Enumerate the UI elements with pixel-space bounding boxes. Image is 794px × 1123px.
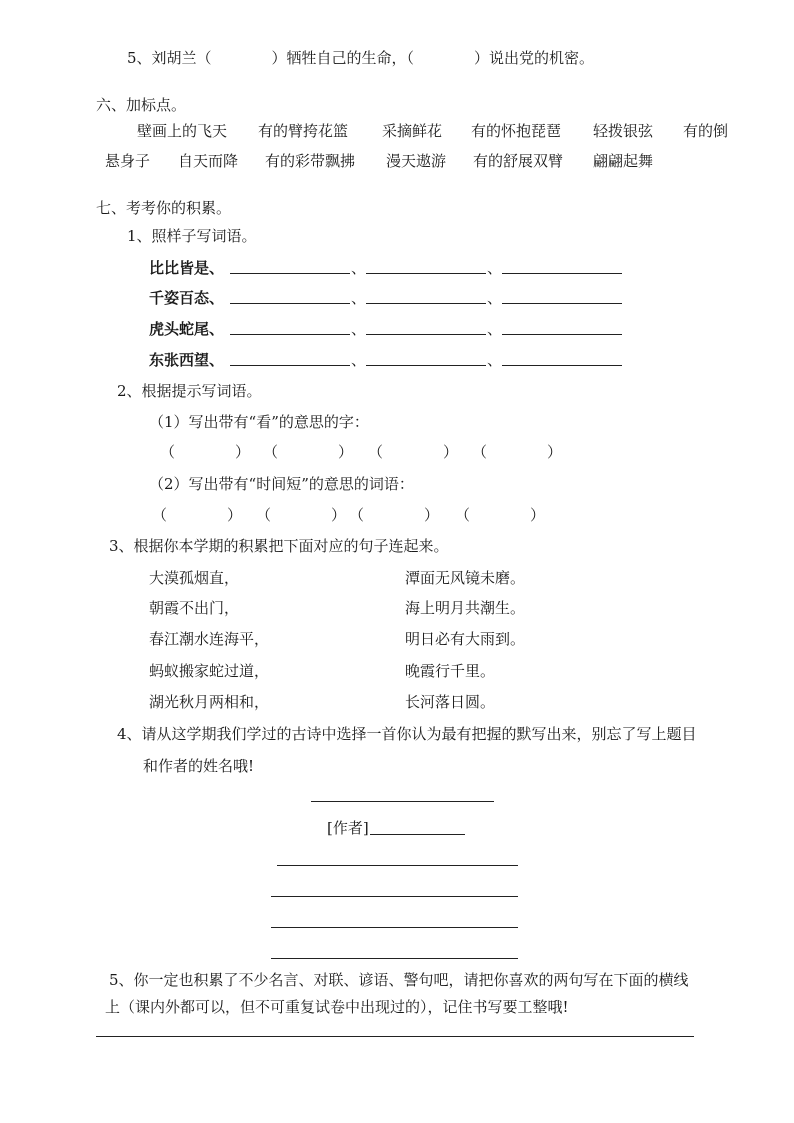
blank-line[interactable] xyxy=(366,303,486,304)
answer-paren[interactable]: （ ） xyxy=(256,506,347,524)
s6-l1-phrase-4: 有的怀抱琵琶 xyxy=(471,122,562,140)
q7-1-title: 1、照样子写词语。 xyxy=(127,227,257,245)
poem-right-2[interactable]: 海上明月共潮生。 xyxy=(405,599,526,617)
author-label: [作者] xyxy=(327,819,369,837)
s6-l2-phrase-5: 有的舒展双臂 xyxy=(473,152,564,170)
blank-line[interactable] xyxy=(502,303,622,304)
blank-line[interactable] xyxy=(230,303,350,304)
answer-paren[interactable]: （ ） xyxy=(472,443,563,461)
blank-line[interactable] xyxy=(230,334,350,335)
section-7-title: 七、考考你的积累。 xyxy=(96,199,232,217)
poem-right-4[interactable]: 晚霞行千里。 xyxy=(405,662,496,680)
blank-line[interactable] xyxy=(502,334,622,335)
answer-paren[interactable]: （ ） xyxy=(349,506,440,524)
poem-right-5[interactable]: 长河落日圆。 xyxy=(405,693,496,711)
poem-left-4[interactable]: 蚂蚁搬家蛇过道， xyxy=(149,662,270,680)
blank-line[interactable] xyxy=(502,365,622,366)
poem-title-line[interactable] xyxy=(311,801,494,802)
poem-left-1[interactable]: 大漠孤烟直， xyxy=(149,569,240,587)
s6-l1-phrase-2: 有的臂挎花篮 xyxy=(258,122,349,140)
poem-line-4[interactable] xyxy=(271,958,518,959)
answer-paren[interactable]: （ ） xyxy=(368,443,459,461)
separator: 、 xyxy=(487,289,503,307)
q7-2-sub1: （1）写出带有“看”的意思的字： xyxy=(149,413,369,431)
blank-line[interactable] xyxy=(230,365,350,366)
s6-l2-phrase-6: 翩翩起舞 xyxy=(593,152,654,170)
s6-l2-phrase-3: 有的彩带飘拂 xyxy=(265,152,356,170)
answer-line[interactable] xyxy=(96,1036,694,1037)
example-word-1: 比比皆是、 xyxy=(149,259,225,277)
poem-line-3[interactable] xyxy=(271,927,518,928)
blank-line[interactable] xyxy=(366,334,486,335)
q7-3-title: 3、根据你本学期的积累把下面对应的句子连起来。 xyxy=(109,537,449,555)
s6-l2-phrase-2: 自天而降 xyxy=(178,152,239,170)
answer-paren[interactable]: （ ） xyxy=(152,506,243,524)
separator: 、 xyxy=(351,351,367,369)
poem-right-1[interactable]: 潭面无风镜未磨。 xyxy=(405,569,526,587)
example-word-4: 东张西望、 xyxy=(149,351,225,369)
section-6-title: 六、加标点。 xyxy=(96,96,187,114)
poem-line-2[interactable] xyxy=(271,896,518,897)
separator: 、 xyxy=(487,320,503,338)
poem-line-1[interactable] xyxy=(277,865,518,866)
blank-line[interactable] xyxy=(230,273,350,274)
q7-5-line1: 5、你一定也积累了不少名言、对联、谚语、警句吧，请把你喜欢的两句写在下面的横线 xyxy=(109,971,689,989)
s6-l2-phrase-4: 漫天遨游 xyxy=(386,152,447,170)
q7-4-line1: 4、请从这学期我们学过的古诗中选择一首你认为最有把握的默写出来，别忘了写上题目 xyxy=(117,725,697,743)
separator: 、 xyxy=(487,259,503,277)
poem-left-3[interactable]: 春江潮水连海平， xyxy=(149,630,270,648)
example-word-2: 千姿百态、 xyxy=(149,289,225,307)
author-name-line[interactable] xyxy=(370,834,465,835)
q7-2-sub2: （2）写出带有“时间短”的意思的词语： xyxy=(149,475,414,493)
s6-l2-phrase-1: 悬身子 xyxy=(105,152,151,170)
answer-paren[interactable]: （ ） xyxy=(263,443,354,461)
s6-l1-phrase-3: 采摘鲜花 xyxy=(382,122,443,140)
q7-4-line2: 和作者的姓名哦! xyxy=(143,757,255,775)
s6-l1-phrase-6: 有的倒 xyxy=(683,122,729,140)
q7-2-title: 2、根据提示写词语。 xyxy=(117,382,262,400)
separator: 、 xyxy=(351,320,367,338)
poem-right-3[interactable]: 明日必有大雨到。 xyxy=(405,630,526,648)
blank-line[interactable] xyxy=(502,273,622,274)
s6-l1-phrase-5: 轻拨银弦 xyxy=(593,122,654,140)
answer-paren[interactable]: （ ） xyxy=(455,506,546,524)
poem-left-5[interactable]: 湖光秋月两相和， xyxy=(149,693,270,711)
separator: 、 xyxy=(351,289,367,307)
s6-l1-phrase-1: 壁画上的飞天 xyxy=(137,122,228,140)
q7-5-line2: 上（课内外都可以，但不可重复试卷中出现过的），记住书写要工整哦! xyxy=(105,998,569,1016)
blank-line[interactable] xyxy=(366,365,486,366)
separator: 、 xyxy=(351,259,367,277)
q5-fill-blank: 5、刘胡兰（ ）牺牲自己的生命，（ ）说出党的机密。 xyxy=(127,49,595,67)
answer-paren[interactable]: （ ） xyxy=(160,443,251,461)
poem-left-2[interactable]: 朝霞不出门， xyxy=(149,599,240,617)
separator: 、 xyxy=(487,351,503,369)
blank-line[interactable] xyxy=(366,273,486,274)
example-word-3: 虎头蛇尾、 xyxy=(149,320,225,338)
